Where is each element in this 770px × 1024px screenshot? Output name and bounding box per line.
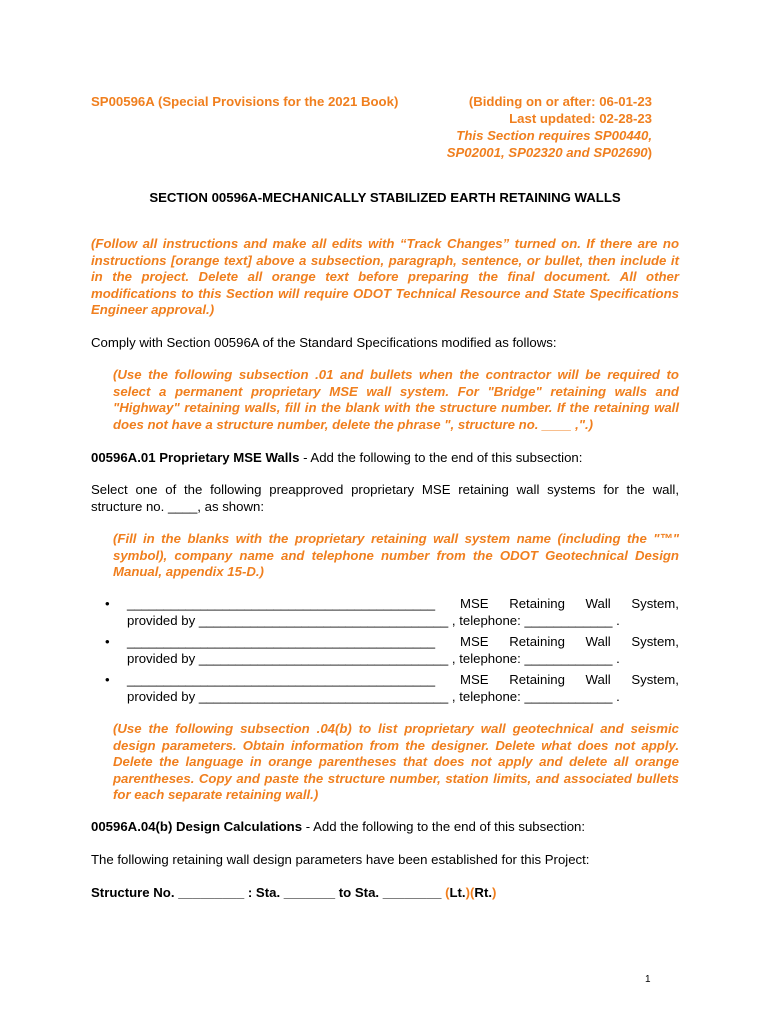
list-item <box>91 634 679 672</box>
system-name-blank: __________________________________________ <box>127 672 436 687</box>
word: Retaining <box>509 634 565 649</box>
section-title: SECTION 00596A-MECHANICALLY STABILIZED EARTH RETAINING WALLS <box>149 190 621 205</box>
list-item <box>91 596 679 634</box>
word: System, <box>631 672 679 687</box>
left-option: Lt. <box>449 885 466 900</box>
header-dates <box>447 93 652 161</box>
word: Wall <box>585 634 611 649</box>
bullet-symbol: • <box>105 634 110 649</box>
requires-line-2: SP02001, SP02320 and SP02690 <box>446 145 648 160</box>
word: Retaining <box>509 596 565 611</box>
bidding-date: (Bidding on or after: 06-01-23 <box>468 94 652 109</box>
provided-by-line: provided by __________________________________ , telephone: ____________ . <box>127 613 620 628</box>
word: Wall <box>585 596 611 611</box>
paren-close: ) <box>465 885 471 900</box>
word: Retaining <box>509 672 565 687</box>
select-text: Select one of the following preapproved proprietary MSE retaining wall systems for the wall, structure no. ____, as shown: <box>91 482 679 514</box>
bullet-list <box>91 596 679 710</box>
requires-line-1: This Section requires SP00440, <box>456 128 652 143</box>
right-option: Rt. <box>474 885 493 900</box>
subsection-04b-text: - Add the following to the end of this subsection: <box>302 819 586 834</box>
paren-open: ( <box>470 885 475 900</box>
comply-text: Comply with Section 00596A of the Standard Specifications modified as follows: <box>91 335 557 350</box>
system-name-blank: __________________________________________ <box>127 596 436 611</box>
structure-line <box>91 885 679 902</box>
paren-open: ( <box>445 885 450 900</box>
bullet-symbol: • <box>105 596 110 611</box>
paren-close: ) <box>492 885 497 900</box>
subsection-01-note: (Use the following subsection .01 and bullets when the contractor will be required to select a permanent proprietary MSE wall system. For "Bridge" retaining walls and "Highway" retaining walls, fill in the blank with the structure number. If the retaining wall does not have a structure number, delete the phrase ", structure no. ____ ,".) <box>113 367 679 432</box>
word: MSE <box>460 672 489 687</box>
subsection-01-number: 00596A.01 Proprietary MSE Walls <box>91 450 300 465</box>
system-name-blank: __________________________________________ <box>127 634 436 649</box>
subsection-04b-note: (Use the following subsection .04(b) to list proprietary wall geotechnical and seismic design parameters. Obtain information from the designer. Delete what does not apply. Delete the language in orange parentheses that does not apply and delete all orange parentheses. Copy and paste the structure number, station limits, and associated bullets for each separate retaining wall.) <box>113 721 679 803</box>
subsection-01-text: - Add the following to the end of this subsection: <box>299 450 583 465</box>
word: System, <box>631 634 679 649</box>
word: MSE <box>460 596 489 611</box>
structure-station-blanks: Structure No. _________ : Sta. _______ to Sta. ________ <box>91 885 446 900</box>
instructions-note: (Follow all instructions and make all edits with “Track Changes” turned on. If there are no instructions [orange text] above a subsection, paragraph, sentence, or bullet, then include it in the project. Delete all orange text before preparing the final document. All other modifications to this Section will require ODOT Technical Resource and State Specifications Engineer approval.) <box>91 236 679 318</box>
word: Wall <box>585 672 611 687</box>
provided-by-line: provided by __________________________________ , telephone: ____________ . <box>127 689 620 704</box>
header-spec-title: SP00596A (Special Provisions for the 2021 Book) <box>91 94 399 109</box>
design-params-text: The following retaining wall design parameters have been established for this Project: <box>91 852 590 867</box>
bullet-symbol: • <box>105 672 110 687</box>
word: System, <box>631 596 679 611</box>
header-close-paren: ) <box>647 145 652 160</box>
subsection-04b-number: 00596A.04(b) Design Calculations <box>91 819 303 834</box>
word: MSE <box>460 634 489 649</box>
subsection-04b-heading <box>91 819 679 836</box>
list-item <box>91 672 679 710</box>
last-updated: Last updated: 02-28-23 <box>509 111 652 126</box>
fill-blanks-note: (Fill in the blanks with the proprietary retaining wall system name (including the "™" symbol), company name and telephone number from the ODOT Geotechnical Design Manual, appendix 15-D.) <box>113 531 679 580</box>
document-page <box>91 0 679 1024</box>
subsection-01-heading <box>91 450 679 467</box>
provided-by-line: provided by __________________________________ , telephone: ____________ . <box>127 651 620 666</box>
page-number: 1 <box>645 974 651 985</box>
